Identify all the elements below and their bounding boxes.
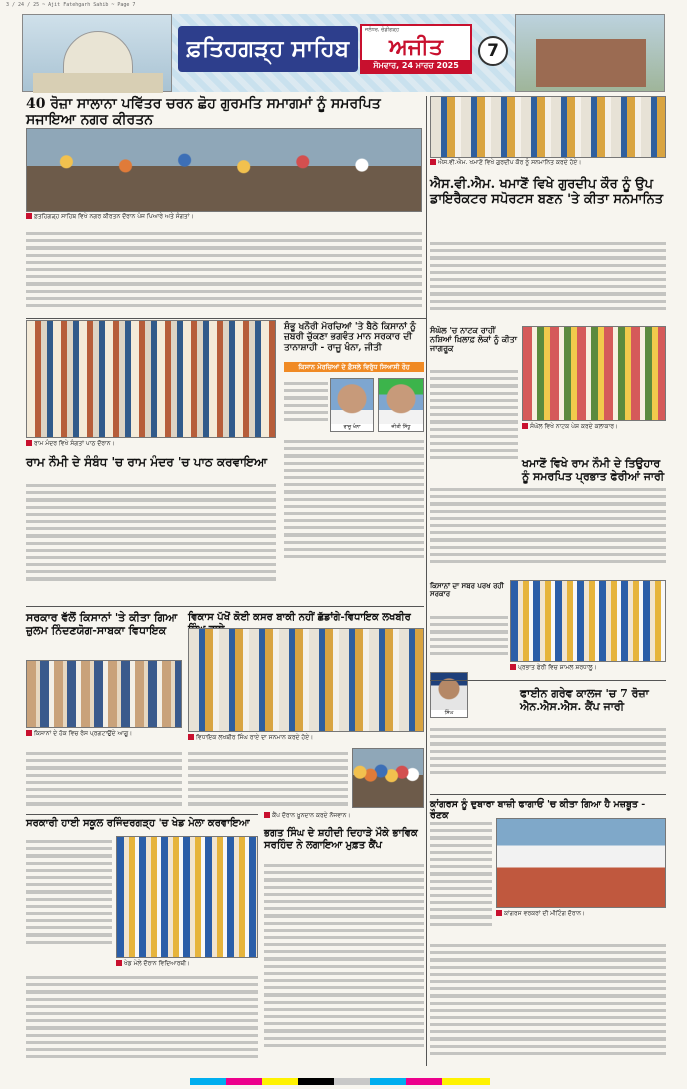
s6-caption: ਪ੍ਰਭਾਤ ਫੇਰੀ ਵਿਚ ਸ਼ਾਮਲ ਸ਼ਰਧਾਲੂ।	[510, 664, 666, 672]
s3-headline: ਸ਼ੰਭੂ ਖਨੌਰੀ ਮੋਰਚਿਆਂ 'ਤੇ ਬੈਠੇ ਕਿਸਾਨਾਂ ਨੂੰ ਜ਼ਬਰੀ ਚੁੱਕਣਾ ਭਗਵੰਤ ਮਾਨ ਸਰਕਾਰ ਦੀ ਤਾਨਾਸ਼ਾਹੀ - ਰਾਜੂ ਖੰਨਾ, ਜੀਤੀ	[284, 322, 416, 353]
s8-photo	[188, 628, 424, 732]
s4-caption: ਸੰਘੋਲ ਵਿਖੇ ਨਾਟਕ ਪੇਸ਼ ਕਰਦੇ ਕਲਾਕਾਰ।	[522, 423, 666, 431]
masthead-center	[172, 14, 515, 92]
s12-body-b	[430, 940, 666, 1070]
brand-box	[360, 24, 472, 74]
s2-photo	[430, 96, 666, 158]
s7-headline: ਸਰਕਾਰ ਵੱਲੋਂ ਕਿਸਾਨਾਂ 'ਤੇ ਕੀਤਾ ਗਿਆ ਜ਼ੁਲਮ ਨਿੰਦਣਯੋਗ-ਸਾਬਕਾ ਵਿਧਾਇਕ	[26, 611, 178, 637]
s5-headline: ਰਾਮ ਨੌਮੀ ਦੇ ਸੰਬੰਧ 'ਚ ਰਾਮ ਮੰਦਰ 'ਚ ਪਾਠ ਕਰਵਾਇਆ	[26, 455, 268, 469]
section-rule-1	[26, 318, 426, 319]
print-slug: 3 / 24 / 25 ~ Ajit Fatehgarh Sahib ~ Page 7	[6, 2, 136, 8]
brand-logo: ਅਜੀਤ	[389, 34, 443, 60]
s10-body-a	[26, 836, 112, 958]
s7-caption: ਕਿਸਾਨਾਂ ਦੇ ਹੱਕ ਵਿਚ ਰੋਸ ਪ੍ਰਗਟਾਉਂਦੇ ਆਗੂ।	[26, 730, 182, 738]
s2-caption: ਐਸ.ਵੀ.ਐਮ. ਖਮਾਣੋਂ ਵਿਖੇ ਗੁਰਦੀਪ ਕੌਰ ਨੂੰ ਸਨਮਾਨਿਤ ਕਰਦੇ ਹੋਏ।	[430, 159, 666, 167]
s6-photo	[510, 580, 666, 662]
s2-headline: ਐਸ.ਵੀ.ਐਮ. ਖਮਾਣੋਂ ਵਿਖੇ ਗੁਰਦੀਪ ਕੌਰ ਨੂੰ ਉਪ ਡਾਇਰੈਕਟਰ ਸਪੋਰਟਸ ਬਣਨ 'ਤੇ ਕੀਤਾ ਸਨਮਾਨਿਤ	[430, 177, 664, 207]
s11-caption: ਕੈਂਪ ਦੌਰਾਨ ਖ਼ੂਨਦਾਨ ਕਰਦੇ ਨੌਜਵਾਨ।	[264, 812, 424, 820]
s3-portrait-1: ਰਾਜੂ ਖੰਨਾ	[330, 378, 374, 432]
issue-date: ਸੋਮਵਾਰ, 24 ਮਾਰਚ 2025	[362, 60, 470, 72]
s5-body	[26, 480, 276, 592]
s12-photo	[496, 818, 666, 908]
s9-body-a	[430, 612, 508, 668]
section-rule-2	[26, 606, 424, 607]
s9-body-b	[430, 724, 666, 780]
fort-illustration	[515, 14, 665, 92]
s11-headline: ਭਗਤ ਸਿੰਘ ਦੇ ਸ਼ਹੀਦੀ ਦਿਹਾੜੇ ਮੌਕੇ ਭਾਵਿਕ ਸਰਹਿੰਦ ਨੇ ਲਗਾਇਆ ਮੁਫ਼ਤ ਕੈਂਪ	[264, 828, 418, 851]
s5-caption: ਰਾਮ ਮੰਦਰ ਵਿਖੇ ਸੰਗਤਾਂ ਪਾਠ ਦੌਰਾਨ।	[26, 440, 276, 448]
s6-body	[430, 484, 666, 576]
s4-body	[430, 366, 518, 476]
s1-headline: 40 ਰੋਜ਼ਾ ਸਾਲਾਨਾ ਪਵਿੱਤਰ ਚਰਨ ਛੋਹ ਗੁਰਮਤਿ ਸਮਾਗਮਾਂ ਨੂੰ ਸਮਰਪਿਤ ਸਜਾਇਆ ਨਗਰ ਕੀਰਤਨ	[26, 96, 381, 129]
s10-headline: ਸਰਕਾਰੀ ਹਾਈ ਸਕੂਲ ਰਜਿੰਦਰਗੜ੍ਹ 'ਚ ਖੇਡ ਮੇਲਾ ਕਰਵਾਇਆ	[26, 818, 250, 829]
s1-caption: ਫ਼ਤਹਿਗੜ੍ਹ ਸਾਹਿਬ ਵਿਖੇ ਨਗਰ ਕੀਰਤਨ ਦੌਰਾਨ ਪੰਜ ਪਿਆਰੇ ਅਤੇ ਸੰਗਤਾਂ।	[26, 213, 422, 221]
brand-editions: ਜਲੰਧਰ, ਚੰਡੀਗੜ੍ਹ	[365, 27, 400, 33]
s8-body	[188, 748, 348, 808]
s9-portrait: ਸਿੰਘ	[430, 672, 468, 718]
s8-caption: ਵਿਧਾਇਕ ਲਖਬੀਰ ਸਿੰਘ ਰਾਏ ਦਾ ਸਨਮਾਨ ਕਰਦੇ ਹੋਏ।	[188, 734, 424, 742]
s6-headline: ਖਮਾਣੋਂ ਵਿਖੇ ਰਾਮ ਨੌਮੀ ਦੇ ਤਿਉਹਾਰ ਨੂੰ ਸਮਰਪਿਤ ਪ੍ਰਭਾਤ ਫੇਰੀਆਂ ਜਾਰੀ	[522, 457, 665, 483]
section-rule-4	[430, 680, 666, 681]
masthead	[22, 14, 665, 92]
s11-photo	[352, 748, 424, 808]
s3-kicker: ਕਿਸਾਨ ਮੋਰਚਿਆਂ ਦੇ ਫ਼ੈਸਲੇ ਵਿਰੁੱਧ ਸਿਆਸੀ ਰੋਹ	[284, 362, 424, 372]
s12-headline: ਕਾਂਗਰਸ ਨੂੰ ਦੁਬਾਰਾ ਬਾਜ਼ੀ ਫਾਗਾਓਂ 'ਚ ਕੀਤਾ ਗਿਆ ਹੈ ਮਜ਼ਬੂਤ - ਰੌਣਕ	[430, 799, 646, 821]
s10-caption: ਖੇਡ ਮੇਲੇ ਦੌਰਾਨ ਵਿਦਿਆਰਥੀ।	[116, 960, 258, 968]
column-rule-right	[426, 96, 427, 1066]
section-title: ਫ਼ਤਿਹਗੜ੍ਹ ਸਾਹਿਬ	[178, 26, 358, 72]
s3-body-a	[284, 378, 328, 428]
s10-photo	[116, 836, 258, 958]
s3-portrait-2: ਜੀਤੀ ਸਿੱਧੂ	[378, 378, 424, 432]
s3-body-b	[284, 436, 424, 576]
s10-body-b	[26, 972, 258, 1070]
s5-photo	[26, 320, 276, 438]
section-rule-5	[430, 794, 666, 795]
s4-headline: ਸੰਘੋਲ 'ਚ ਨਾਟਕ ਰਾਹੀਂ ਨਸ਼ਿਆਂ ਖ਼ਿਲਾਫ਼ ਲੋਕਾਂ ਨੂੰ ਕੀਤਾ ਜਾਗਰੂਕ	[430, 325, 517, 354]
s11-body	[264, 860, 424, 1070]
s7-photo	[26, 660, 182, 728]
section-rule-3	[26, 814, 258, 815]
s2-body	[430, 238, 666, 322]
gurdwara-illustration	[22, 14, 172, 92]
s4-photo	[522, 326, 666, 421]
s7-body	[26, 748, 182, 808]
s1-body	[26, 228, 422, 316]
s9-headline: ਫਾਈਨ ਗਰੇਵ ਕਾਲਜ 'ਚ 7 ਰੋਜ਼ਾ ਐਨ.ਐਸ.ਐਸ. ਕੈਂਪ ਜਾਰੀ	[520, 687, 649, 713]
s9-kicker: ਕਿਸਾਨਾਂ ਦਾ ਸਬਰ ਪਰਖ ਰਹੀ ਸਰਕਾਰ	[430, 581, 504, 599]
page-number: 7	[478, 36, 508, 66]
print-color-bar	[190, 1078, 490, 1085]
s8-headline: ਵਿਕਾਸ ਪੱਖੋਂ ਕੋਈ ਕਸਰ ਬਾਕੀ ਨਹੀਂ ਛੱਡਾਂਗੇ-ਵਿਧਾਇਕ ਲਖਬੀਰ	[188, 612, 411, 623]
s12-body-a	[430, 818, 492, 936]
s12-caption: ਕਾਂਗਰਸ ਵਰਕਰਾਂ ਦੀ ਮੀਟਿੰਗ ਦੌਰਾਨ।	[496, 910, 666, 918]
s1-photo	[26, 128, 422, 212]
